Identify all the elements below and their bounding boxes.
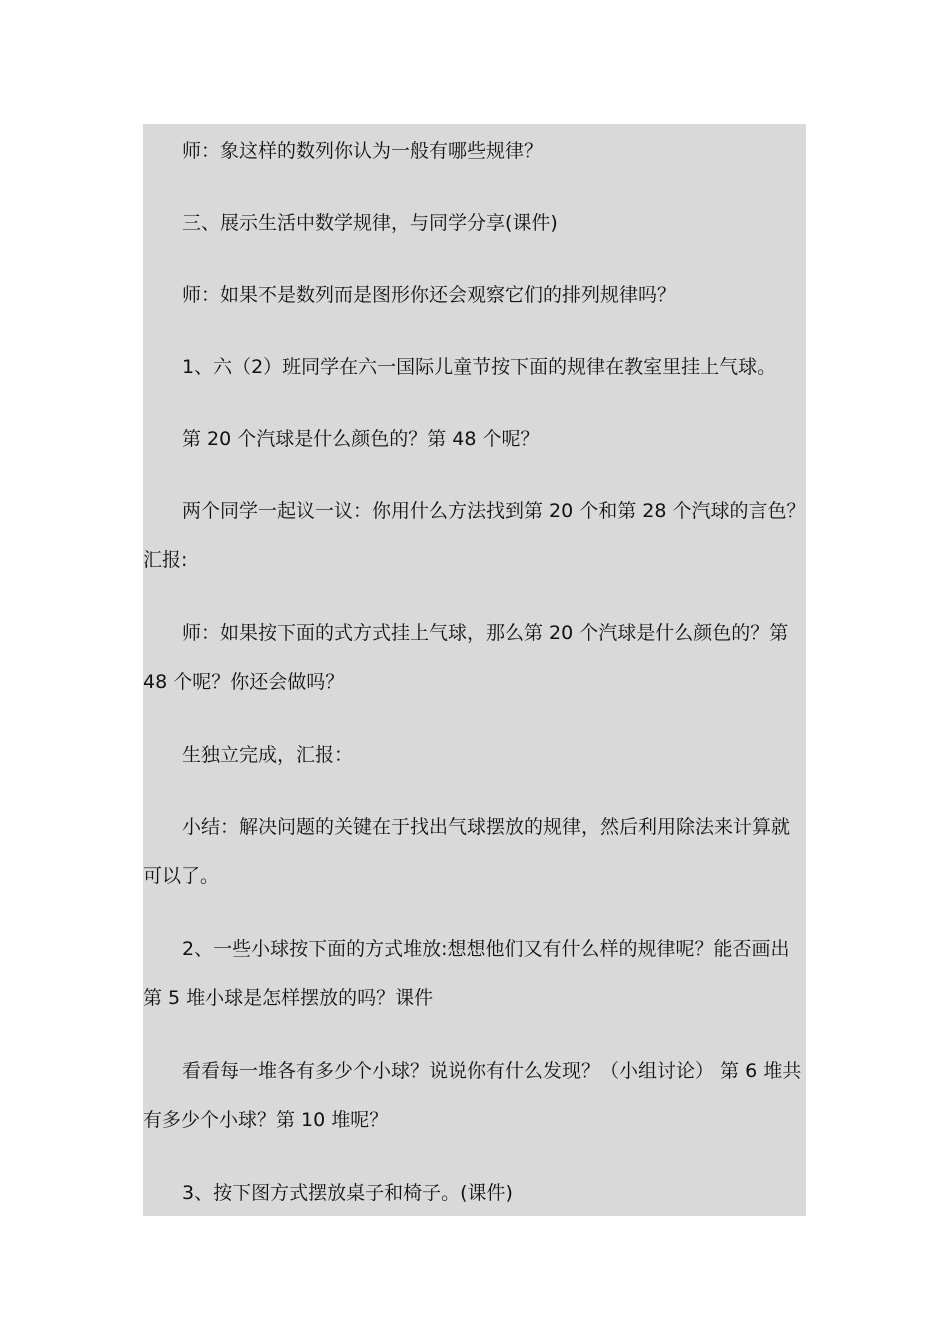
text-line: 师：象这样的数列你认为一般有哪些规律？ — [182, 140, 544, 162]
text-line: 有多少个小球？第 10 堆呢？ — [143, 1109, 389, 1131]
text-line: 第 5 堆小球是怎样摆放的吗？课件 — [143, 987, 434, 1009]
paragraph-teacher-question-rules — [143, 127, 806, 176]
text-line: 看看每一堆各有多少个小球？说说你有什么发现？（小组讨论） 第 6 堆共 — [182, 1060, 802, 1082]
document-page — [143, 124, 806, 1216]
text-line: 2、一些小球按下面的方式堆放:想想他们又有什么样的规律呢？能否画出 — [182, 938, 790, 960]
text-line: 师：如果按下面的式方式挂上气球，那么第 20 个汽球是什么颜色的？第 — [182, 622, 789, 644]
paragraph-section-three-heading — [143, 199, 806, 248]
paragraph-item-one — [143, 343, 806, 392]
text-line: 3、按下图方式摆放桌子和椅子。(课件) — [182, 1182, 513, 1204]
paragraph-teacher-question-shapes — [143, 271, 806, 320]
text-line: 48 个呢？你还会做吗？ — [143, 671, 345, 693]
paragraph-ball-count — [143, 1047, 806, 1145]
text-line: 小结：解决问题的关键在于找出气球摆放的规律，然后利用除法来计算就 — [182, 816, 791, 838]
paragraph-balloon-question — [143, 415, 806, 464]
text-line: 汇报: — [143, 549, 188, 571]
text-line: 生独立完成，汇报： — [182, 744, 354, 766]
paragraph-summary — [143, 803, 806, 901]
paragraph-pair-discussion — [143, 487, 806, 585]
text-line: 第 20 个汽球是什么颜色的？第 48 个呢？ — [182, 428, 540, 450]
paragraph-students-complete — [143, 731, 806, 780]
paragraph-item-three — [143, 1169, 806, 1218]
text-line: 1、六（2）班同学在六一国际儿童节按下面的规律在教室里挂上气球。 — [182, 356, 777, 378]
text-line: 三、展示生活中数学规律，与同学分享(课件) — [182, 212, 558, 234]
paragraph-item-two — [143, 925, 806, 1023]
paragraph-teacher-new-pattern — [143, 609, 806, 707]
text-line: 师：如果不是数列而是图形你还会观察它们的排列规律吗？ — [182, 284, 677, 306]
text-line: 可以了。 — [143, 865, 220, 887]
text-line: 两个同学一起议一议：你用什么方法找到第 20 个和第 28 个汽球的言色？ — [182, 500, 806, 522]
